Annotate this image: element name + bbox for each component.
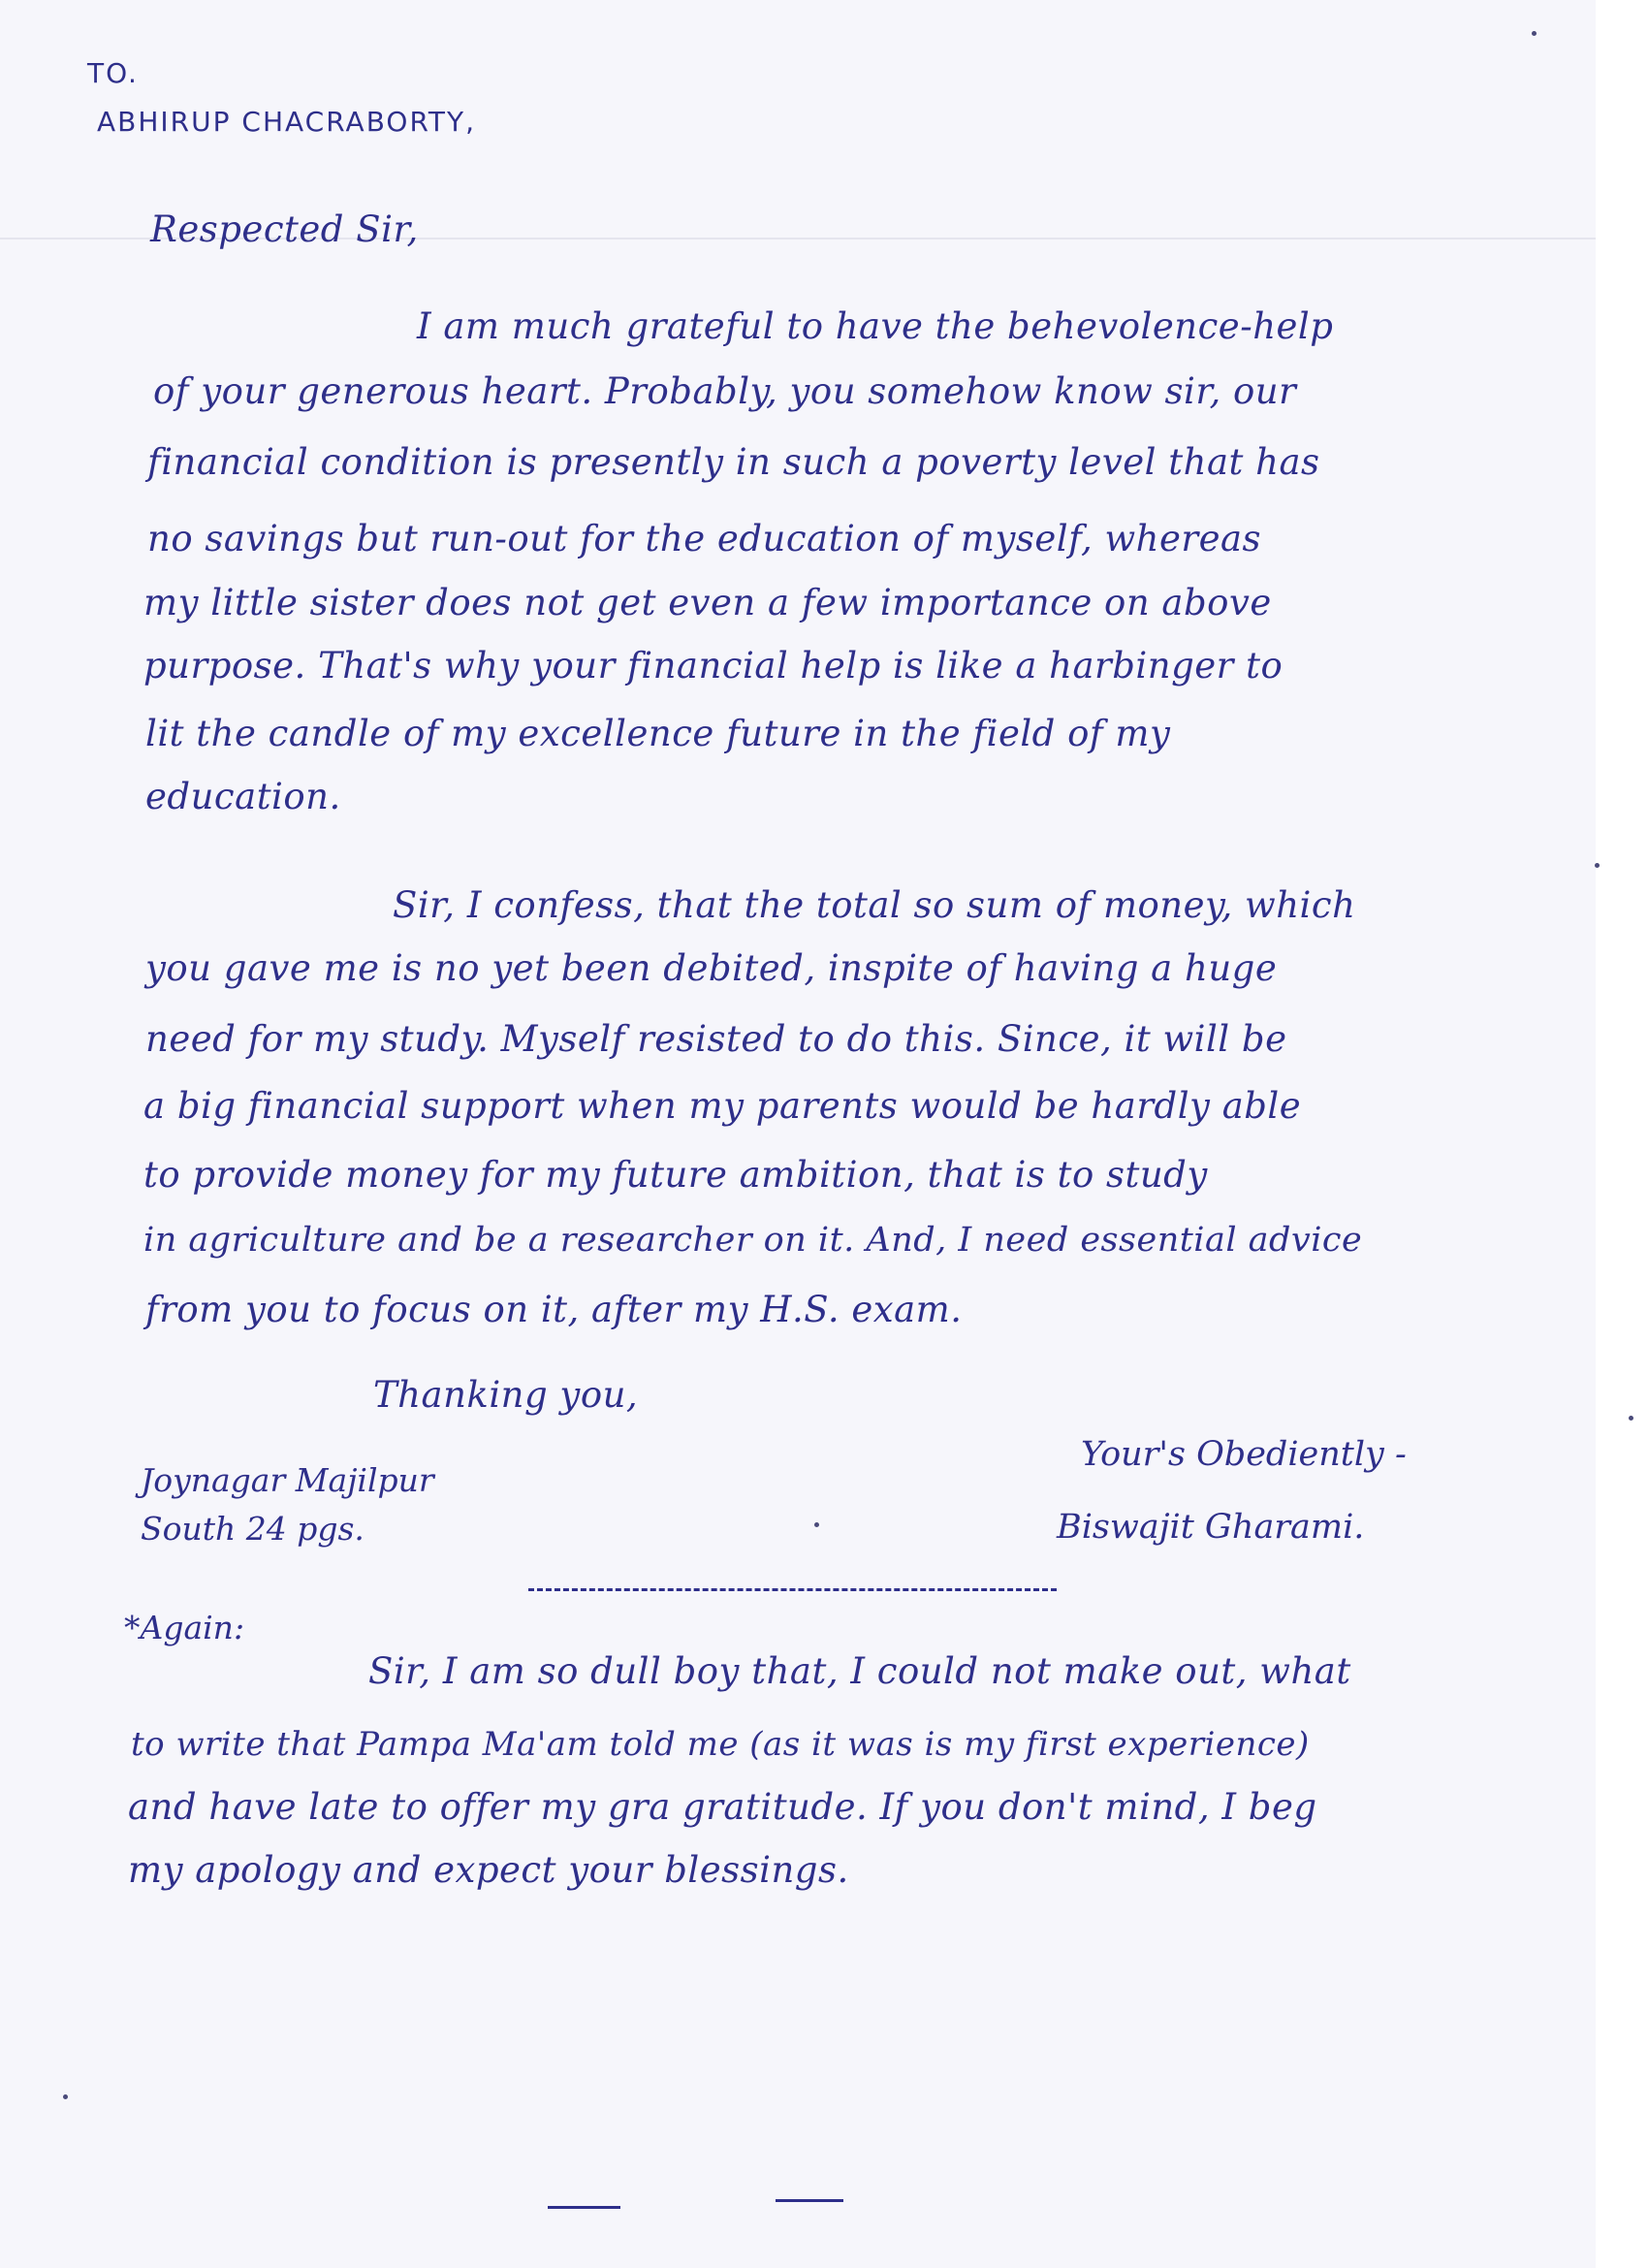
sender-address-line: South 24 pgs. bbox=[141, 1510, 364, 1548]
paragraph2-line: a big financial support when my parents would be hardly able bbox=[143, 1085, 1302, 1127]
paragraph2-line: Sir, I confess, that the total so sum of money, which bbox=[393, 884, 1356, 926]
sign-off: Your's Obediently - bbox=[1081, 1435, 1407, 1474]
paragraph1-line: education. bbox=[145, 776, 341, 817]
paragraph1-line: of your generous heart. Probably, you somehow know sir, our bbox=[153, 370, 1297, 412]
paper-speck bbox=[814, 1522, 819, 1527]
paragraph2-line: you gave me is no yet been debited, inspite of having a huge bbox=[145, 947, 1278, 989]
paper-speck bbox=[1532, 31, 1537, 36]
paragraph1-line: I am much grateful to have the behevolence-help bbox=[417, 305, 1334, 347]
paragraph2-line: to provide money for my future ambition, that is to study bbox=[143, 1154, 1208, 1196]
closing: Thanking you, bbox=[373, 1374, 639, 1416]
salutation: Respected Sir, bbox=[150, 208, 419, 250]
sender-address-line: Joynagar Majilpur bbox=[141, 1461, 434, 1499]
bottom-dash-mark bbox=[776, 2199, 843, 2202]
signature: Biswajit Gharami. bbox=[1057, 1508, 1365, 1547]
postscript-line: and have late to offer my gra gratitude. If you don't mind, I beg bbox=[128, 1786, 1317, 1828]
paragraph1-line: purpose. That's why your financial help is like a harbinger to bbox=[143, 645, 1284, 687]
paper-speck bbox=[1595, 863, 1600, 868]
paper-speck bbox=[63, 2094, 68, 2099]
paper-speck bbox=[1629, 1416, 1633, 1421]
postscript-line: to write that Pampa Ma'am told me (as it was is my first experience) bbox=[131, 1725, 1310, 1764]
paper-edge bbox=[1596, 0, 1648, 2268]
postscript-line: Sir, I am so dull boy that, I could not make out, what bbox=[368, 1650, 1351, 1692]
paragraph2-line: from you to focus on it, after my H.S. exam. bbox=[145, 1289, 963, 1330]
separator-dashed-line bbox=[528, 1588, 1057, 1591]
postscript-label: *Again: bbox=[124, 1609, 245, 1646]
paragraph2-line: in agriculture and be a researcher on it. And, I need essential advice bbox=[143, 1221, 1363, 1260]
paragraph1-line: financial condition is presently in such a poverty level that has bbox=[147, 441, 1320, 483]
bottom-dash-mark bbox=[548, 2206, 620, 2209]
postscript-line: my apology and expect your blessings. bbox=[128, 1849, 849, 1891]
recipient-name: ABHIRUP CHACRABORTY, bbox=[97, 106, 476, 138]
paragraph2-line: need for my study. Myself resisted to do this. Since, it will be bbox=[145, 1018, 1287, 1060]
to-label: TO. bbox=[87, 57, 139, 89]
paragraph1-line: lit the candle of my excellence future in the field of my bbox=[145, 713, 1171, 754]
paragraph1-line: no savings but run-out for the education of myself, whereas bbox=[147, 518, 1262, 559]
paragraph1-line: my little sister does not get even a few importance on above bbox=[143, 582, 1272, 623]
